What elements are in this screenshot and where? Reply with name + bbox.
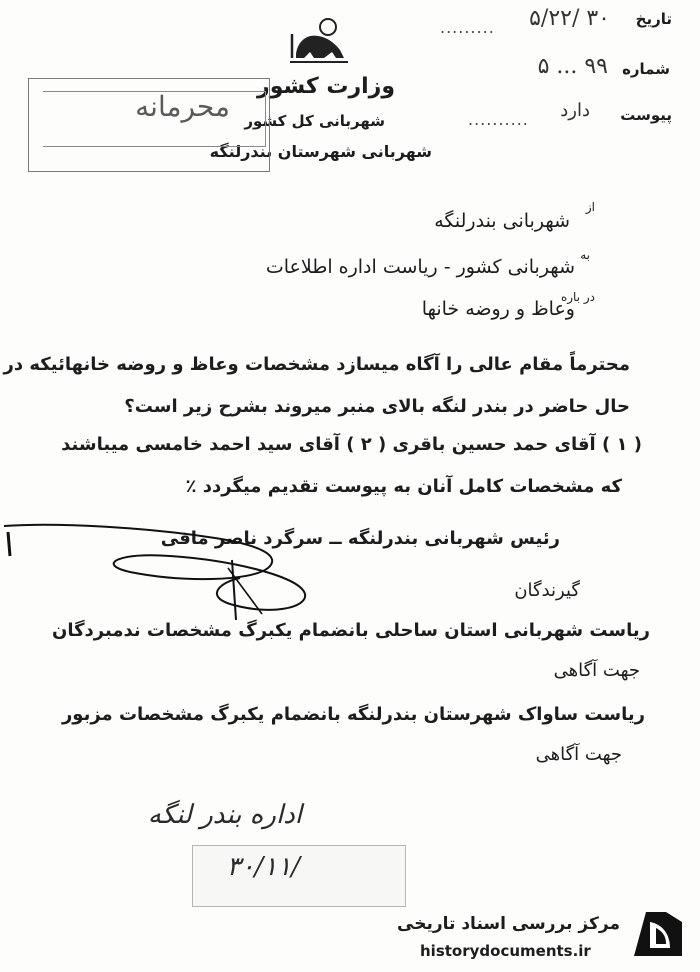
from-value: شهربانی بندرلنگه <box>434 210 570 232</box>
subject-value: وعاظ و روضه خانها <box>421 298 575 320</box>
signature-scribble <box>0 512 330 622</box>
handwritten-stamp-number: ۳۰/۱۱/ <box>226 852 300 882</box>
date-label: تاریخ <box>635 10 672 28</box>
body-line-1: محترماً مقام عالی را آگاه میسازد مشخصات وعاظ و روضه خانهائیکه در <box>3 354 630 375</box>
watermark-url: historydocuments.ir <box>420 942 591 960</box>
recipient-2-note: جهت آگاهی <box>535 744 622 765</box>
from-label: از <box>585 200 595 214</box>
attachment-dots: .......... <box>468 110 529 129</box>
emblem-icon <box>288 14 350 66</box>
number-value: ۵ ... ۹۹ <box>537 54 608 79</box>
to-value: شهربانی کشور - ریاست اداره اطلاعات <box>265 256 575 278</box>
to-label: به <box>580 248 590 262</box>
recipient-1: ریاست شهربانی استان ساحلی بانضمام یکبرگ مشخصات ندمبردگان <box>51 620 650 641</box>
recipient-1-note: جهت آگاهی <box>553 660 640 681</box>
recipient-2: ریاست ساواک شهرستان بندرلنگه بانضمام یکبرگ مشخصات مزبور <box>61 704 645 725</box>
attachment-value: دارد <box>560 100 590 121</box>
signature-title: رئیس شهربانی بندرلنگه ــ سرگرد ناصر مافی <box>160 528 560 549</box>
watermark-title: مرکز بررسی اسناد تاریخی <box>397 914 620 934</box>
body-line-4: که مشخصات کامل آنان به پیوست تقدیم میگردد ٪ <box>185 476 622 497</box>
ministry-title: وزارت کشور <box>257 74 395 99</box>
date-dots: ......... <box>440 18 495 37</box>
department-general: شهربانی کل کشور <box>244 112 385 130</box>
number-label: شماره <box>622 60 670 78</box>
archive-logo-icon <box>626 908 690 964</box>
attachment-label: پیوست <box>620 106 672 124</box>
recipients-label: گیرندگان <box>514 580 580 601</box>
body-line-2: حال حاضر در بندر لنگه بالای منبر میروند بشرح زیر است؟ <box>124 396 630 417</box>
body-line-3: ( ۱ ) آقای حمد حسین باقری ( ۲ ) آقای سید احمد خامسی میباشند <box>61 434 642 455</box>
department-local: شهربانی شهرستان بندرلنگه <box>209 142 432 161</box>
subject-label: در باره <box>560 290 595 304</box>
handwritten-note: اداره بندر لنگه <box>147 800 302 830</box>
date-value: ۵/۲۲/ ۳۰ <box>529 6 610 31</box>
classification-stamp-text: محرمانه <box>135 90 230 123</box>
